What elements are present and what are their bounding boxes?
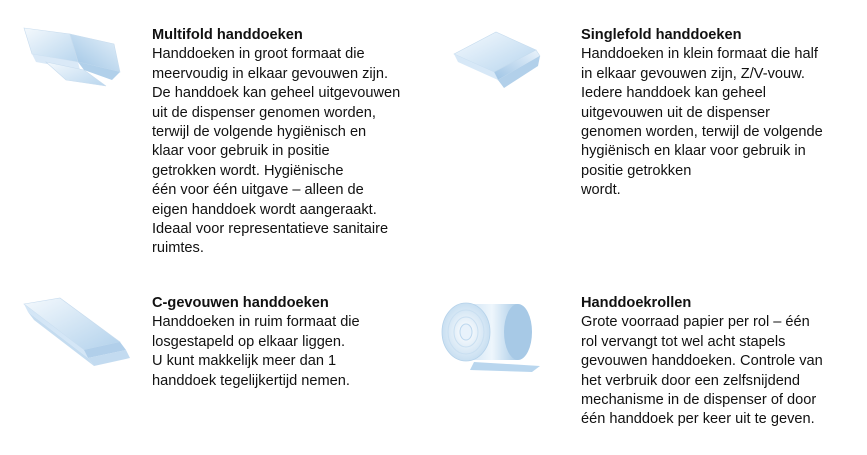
singlefold-line: hygiënisch en klaar voor gebruik in [581,143,806,160]
singlefold-line: uitgevouwen uit de dispenser [581,104,771,121]
multifold-line: meervoudig in elkaar gevouwen zijn. [152,65,389,82]
multifold-line: eigen handdoek wordt aangeraakt. [152,201,377,218]
c-fold-line: handdoek tegelijkertijd nemen. [152,372,350,389]
multifold-line: één voor één uitgave – alleen de [152,182,364,199]
multifold-line: De handdoek kan geheel uitgevouwen [152,85,401,102]
multifold-towel-icon [18,22,130,92]
multifold-line: terwijl de volgende hygiënisch en [152,124,367,141]
singlefold-text [581,26,823,201]
multifold-text [152,26,400,259]
singlefold-line: Handdoeken in klein formaat die half [581,46,818,63]
towel-roll-line: het verbruik door een zelfsnijdend [581,372,801,389]
c-fold-text [152,294,360,391]
towel-roll-title: Handdoekrollen [581,295,692,311]
singlefold-line: wordt. [581,182,621,199]
towel-roll-line: mechanisme in de dispenser of door [581,392,817,409]
singlefold-line: genomen worden, terwijl de volgende [581,124,823,141]
singlefold-title: Singlefold handdoeken [581,27,742,43]
c-fold-line: Handdoeken in ruim formaat die [152,314,360,331]
towel-roll-line: rol vervangt tot wel acht stapels [581,333,786,350]
multifold-line: getrokken wordt. Hygiënische [152,162,344,179]
c-fold-title: C-gevouwen handdoeken [152,295,329,311]
towel-roll-line: gevouwen handdoeken. Controle van [581,353,823,370]
singlefold-line: Iedere handdoek kan geheel [581,85,767,102]
multifold-line: Handdoeken in groot formaat die [152,46,365,63]
multifold-line: uit de dispenser genomen worden, [152,104,376,121]
multifold-line: klaar voor gebruik in positie [152,143,330,160]
towel-roll-text [581,294,823,430]
c-fold-line: U kunt makkelijk meer dan 1 [152,353,337,370]
singlefold-line: in elkaar gevouwen zijn, Z/V-vouw. [581,65,805,82]
towel-roll-line: Grote voorraad papier per rol – één [581,314,810,331]
multifold-line: ruimtes. [152,240,204,257]
c-fold-line: losgestapeld op elkaar liggen. [152,333,346,350]
singlefold-line: positie getrokken [581,162,692,179]
towel-roll-icon [436,296,548,372]
towel-roll-line: één handdoek per keer uit te geven. [581,411,815,428]
c-fold-towel-icon [20,294,134,374]
multifold-title: Multifold handdoeken [152,27,303,43]
multifold-line: Ideaal voor representatieve sanitaire [152,221,389,238]
singlefold-towel-icon [448,26,548,92]
